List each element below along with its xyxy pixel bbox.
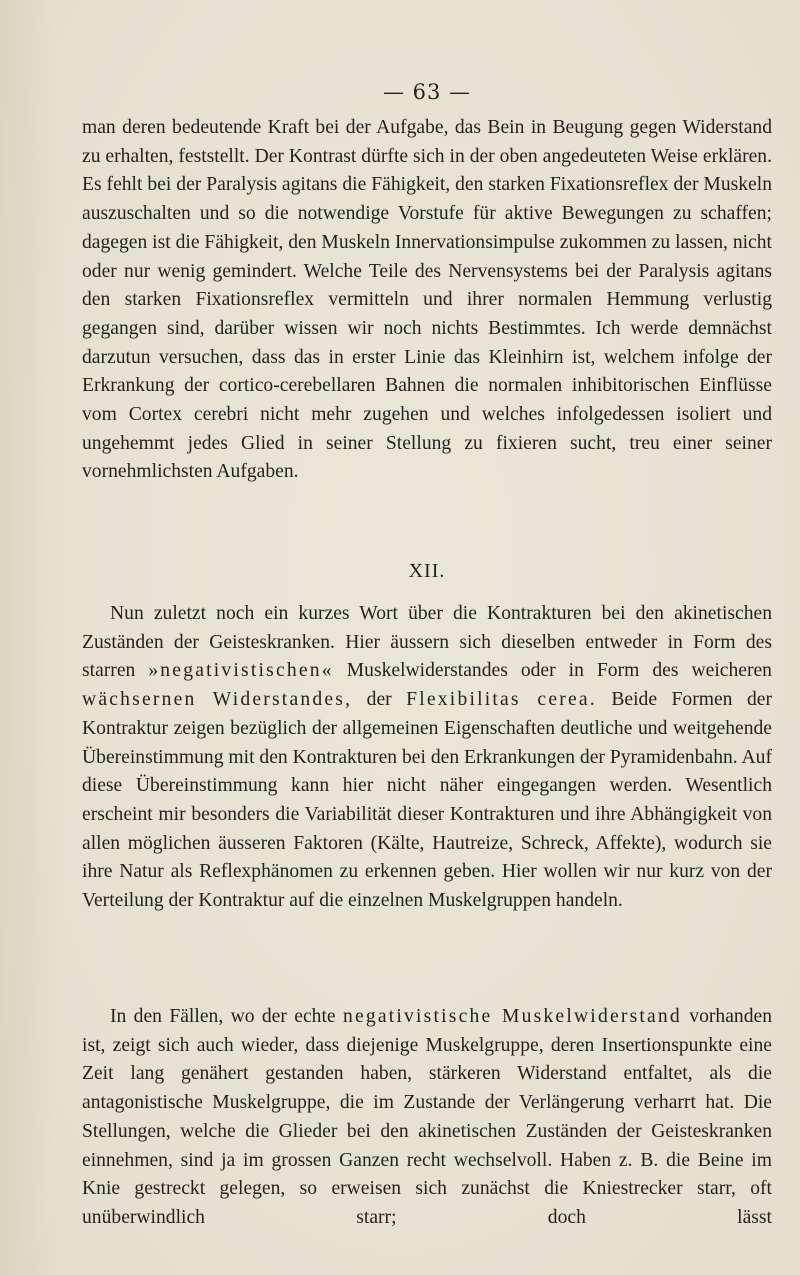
page-number: — 63 — — [382, 80, 472, 104]
term-negativistischer-muskelwiderstand: negativistische Muskelwiderstand — [342, 1006, 682, 1027]
term-waechserner-widerstand: wächsernen Widerstandes, — [82, 689, 353, 711]
paragraph-paralysis-agitans: man deren bedeutende Kraft bei der Aufgabe, das Bein in Beugung gegen Widerstand zu erhalten, feststellt. Der Kontrast dürfte sich in der oben angedeuteten Weise erklären. Es fehlt bei der Paralysis agitans die Fähigkeit, den starken Fixationsreflex der Muskeln auszuschalten und so die notwendige Vorstufe für aktive Bewegungen zu schaffen; dagegen ist die Fähigkeit, den Muskeln Innervationsimpulse zukommen zu lassen, nicht oder nur wenig gemindert. Welche Teile des Nervensystems bei der Paralysis agitans den starken Fixationsreflex vermitteln und ihrer normalen Hemmung verlustig gegangen sind, darüber wissen wir noch nichts Bestimmtes. Ich werde demnächst darzutun versuchen, dass das in erster Linie das Kleinhirn ist, welchem infolge der Erkrankung der cortico-cerebellaren Bahnen die normalen inhibitorischen Einflüsse vom Cortex cerebri nicht mehr zugehen und welches infolgedessen isoliert und ungehemmt jedes Glied in seiner Stellung zu fixieren sucht, treu einer seiner vornehmlichsten Aufgaben. — [82, 117, 772, 483]
book-page — [82, 0, 772, 1275]
paragraph-text: Nun zuletzt noch ein kurzes Wort über die Kontrakturen bei den akinetischen Zuständen der Geisteskranken. Hier äussern sich dieselben entweder in Form des starren — [82, 603, 772, 682]
paragraph-text: Muskelwiderstandes oder in Form des weicheren — [333, 660, 772, 682]
paragraph-text: Beide Formen der Kontraktur zeigen bezüglich der allgemeinen Eigenschaften deutliche und weitgehende Übereinstimmung mit den Kontrakturen bei den Erkrankungen der Pyramidenbahn. Auf diese Übereinstimmung kann hier nicht näher eingegangen werden. Wesentlich erscheint mir besonders die Variabilität dieser Kontrakturen und ihre Abhängigkeit von allen möglichen äusseren Faktoren (Kälte, Hautreize, Schreck, Affekte), wodurch sie ihre Natur als Reflexphänomen zu erkennen geben. Hier wollen wir nur kurz von der Verteilung der Kontraktur auf die einzelnen Muskelgruppen handeln. — [82, 689, 772, 912]
term-negativistisch: »negativistischen« — [148, 660, 334, 682]
paragraph-text: In den Fällen, wo der echte — [110, 1006, 343, 1027]
section-heading-xii: XII. — [408, 560, 446, 582]
term-flexibilitas-cerea: Flexibilitas cerea. — [406, 689, 597, 711]
paragraph-kontrakturen-geisteskranken — [82, 600, 772, 916]
paragraph-negativistischer-widerstand — [82, 1003, 772, 1233]
paragraph-text: vorhanden ist, zeigt sich auch wieder, dass diejenige Muskelgruppe, deren Insertionspunkte eine Zeit lang genähert gestanden haben, stärkeren Widerstand entfaltet, als die antagonistische Muskelgruppe, die im Zustande der Verlängerung verharrt hat. Die Stellungen, welche die Glieder bei den akinetischen Zuständen der Geisteskranken einnehmen, sind ja im grossen Ganzen recht wechselvoll. Haben z. B. die Beine im Knie gestreckt gelegen, so erweisen sich zunächst die Kniestrecker starr, oft unüberwindlich starr; doch lässt — [82, 1006, 773, 1228]
paragraph-text: der — [352, 689, 407, 711]
